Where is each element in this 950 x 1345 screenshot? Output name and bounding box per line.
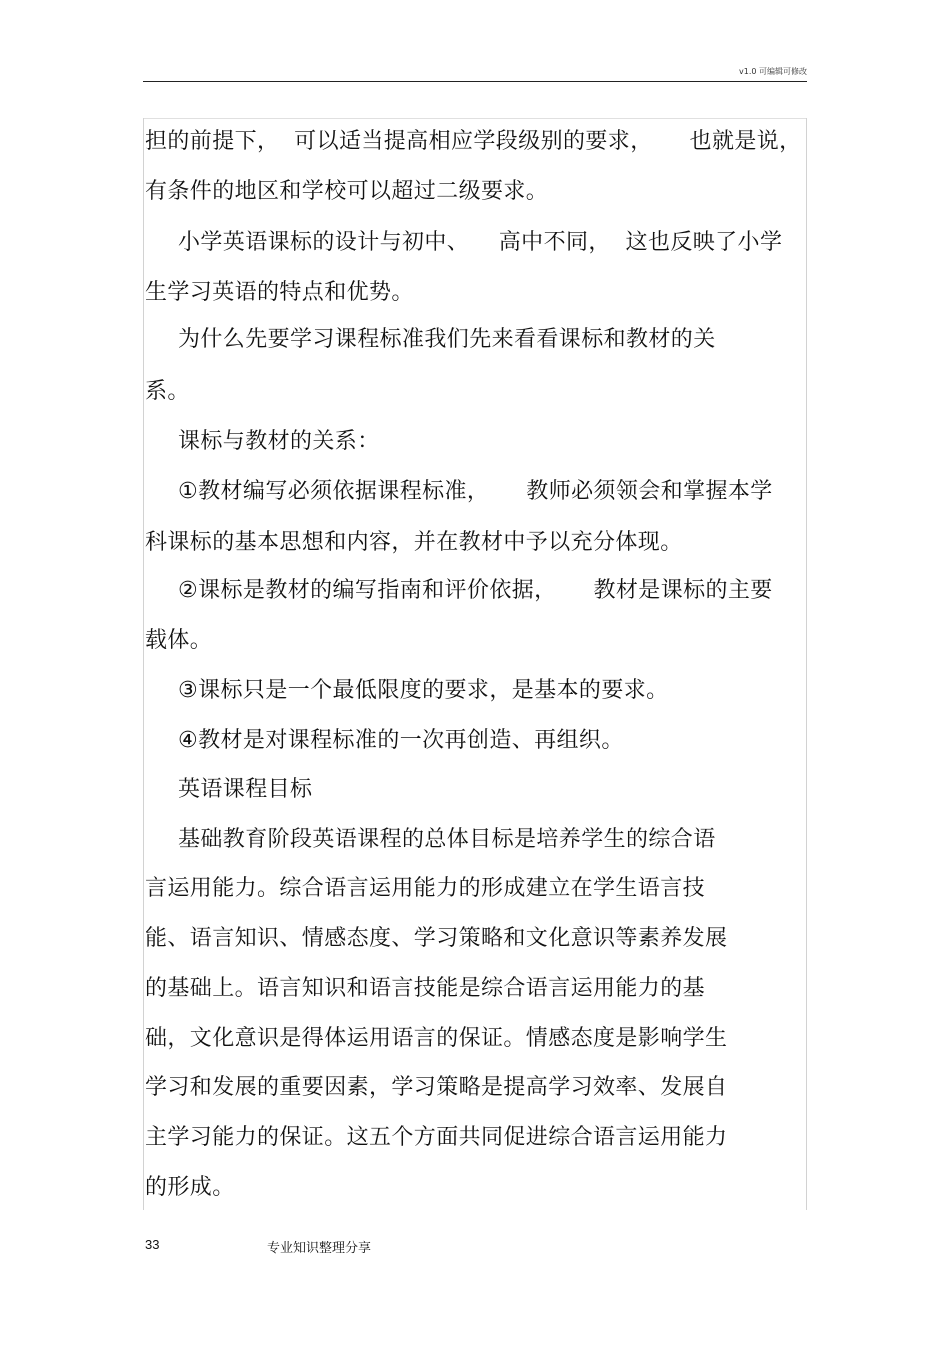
body-line: 的基础上。语言知识和语言技能是综合语言运用能力的基	[145, 976, 706, 1001]
body-line: ④教材是对课程标准的一次再创造、再组织。	[178, 728, 624, 753]
header-rule	[143, 81, 807, 82]
body-line: 科课标的基本思想和内容，并在教材中予以充分体现。	[145, 530, 683, 555]
body-line: 言运用能力。综合语言运用能力的形成建立在学生语言技	[145, 876, 706, 901]
body-line: ②课标是教材的编写指南和评价依据， 教材是课标的主要	[178, 578, 773, 603]
body-line: ①教材编写必须依据课程标准， 教师必须领会和掌握本学	[178, 479, 773, 504]
body-line: 为什么先要学习课程标准我们先来看看课标和教材的关	[178, 327, 716, 352]
body-line: ③课标只是一个最低限度的要求，是基本的要求。	[178, 678, 669, 703]
body-line: 系。	[145, 379, 190, 404]
body-line: 础，文化意识是得体运用语言的保证。情感态度是影响学生	[145, 1026, 728, 1051]
body-line: 担的前提下， 可以适当提高相应学段级别的要求， 也就是说，	[145, 129, 802, 154]
body-line: 的形成。	[145, 1175, 235, 1200]
body-line: 载体。	[145, 628, 213, 653]
body-line: 小学英语课标的设计与初中、 高中不同， 这也反映了小学	[178, 230, 783, 255]
body-line: 课标与教材的关系：	[178, 429, 380, 454]
body-line: 有条件的地区和学校可以超过二级要求。	[145, 179, 549, 204]
body-line: 主学习能力的保证。这五个方面共同促进综合语言运用能力	[145, 1125, 728, 1150]
section-heading: 英语课程目标	[178, 777, 313, 802]
content-frame-right	[806, 118, 807, 1210]
content-frame-top	[143, 118, 807, 119]
body-line: 能、语言知识、情感态度、学习策略和文化意识等素养发展	[145, 926, 728, 951]
footer-text: 专业知识整理分享	[267, 1241, 372, 1256]
body-line: 生学习英语的特点和优势。	[145, 280, 414, 305]
content-frame-left	[143, 118, 144, 1210]
body-line: 基础教育阶段英语课程的总体目标是培养学生的综合语	[178, 827, 716, 852]
body-line: 学习和发展的重要因素，学习策略是提高学习效率、发展自	[145, 1075, 728, 1100]
version-note: v1.0 可编辑可修改	[739, 67, 807, 76]
page-number: 33	[145, 1237, 160, 1252]
